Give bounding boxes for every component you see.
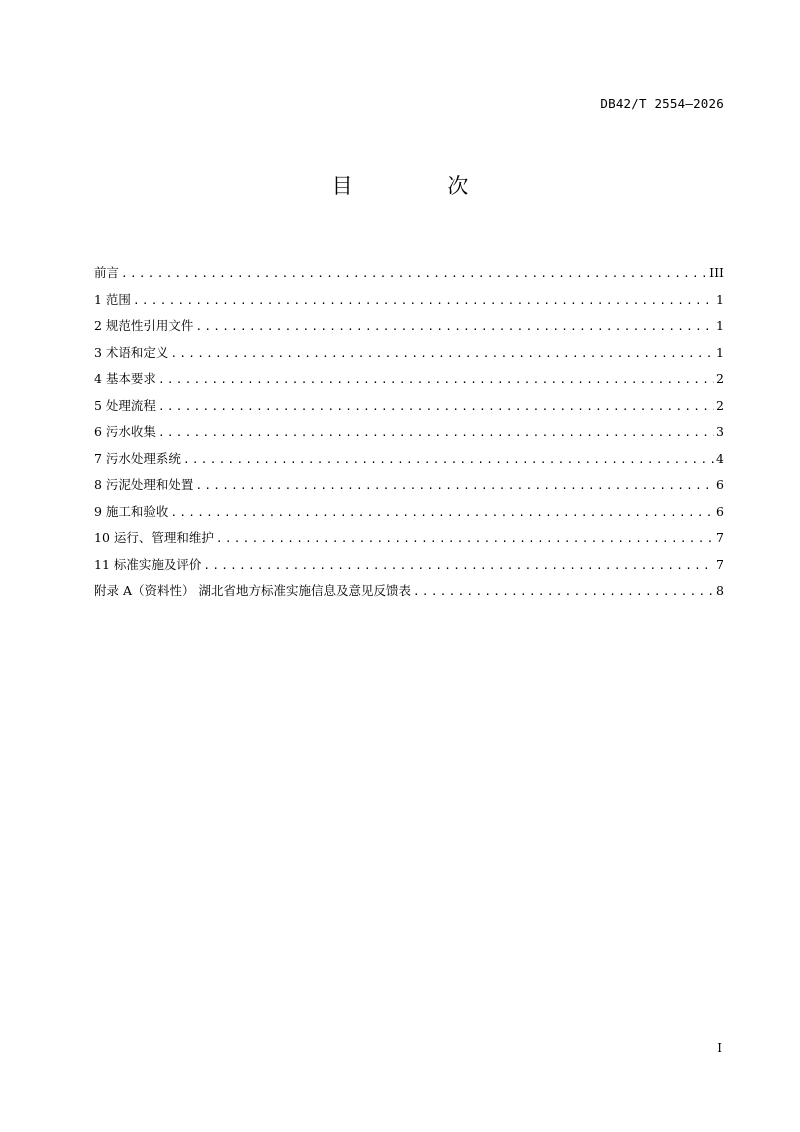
toc-entry-construction-acceptance[interactable]	[94, 502, 724, 529]
toc-entry-page: 3	[716, 424, 724, 439]
toc-entry-page: 1	[716, 318, 724, 333]
toc-entry-page: III	[709, 265, 724, 280]
toc-entry-page: 2	[716, 397, 724, 413]
toc-leader-dots	[413, 585, 714, 598]
toc-entry-label: 3 术语和定义	[94, 344, 169, 360]
toc-leader-dots	[158, 400, 714, 413]
table-of-contents	[94, 263, 724, 608]
toc-leader-dots	[170, 347, 714, 360]
toc-leader-dots	[158, 373, 714, 386]
toc-entry-page: 1	[716, 291, 724, 307]
toc-entry-label: 10 运行、管理和维护	[94, 530, 214, 545]
toc-entry-basic-requirements[interactable]	[94, 369, 724, 396]
page-number: I	[717, 1041, 722, 1055]
toc-entry-page: 8	[716, 583, 724, 598]
toc-entry-label: 4 基本要求	[94, 371, 156, 386]
toc-entry-sewage-collection[interactable]	[94, 422, 724, 449]
toc-entry-label: 2 规范性引用文件	[94, 318, 194, 333]
toc-leader-dots	[158, 426, 714, 439]
toc-entry-scope[interactable]	[94, 290, 724, 317]
toc-entry-label: 5 处理流程	[94, 397, 156, 413]
toc-leader-dots	[121, 267, 707, 280]
toc-entry-label: 附录 A（资料性） 湖北省地方标准实施信息及意见反馈表	[94, 583, 411, 598]
toc-entry-label: 前言	[94, 265, 120, 280]
toc-leader-dots	[203, 559, 714, 572]
toc-entry-normative-references[interactable]	[94, 316, 724, 343]
toc-leader-dots	[133, 294, 714, 307]
toc-entry-implementation-evaluation[interactable]	[94, 555, 724, 582]
toc-leader-dots	[195, 479, 714, 492]
toc-entry-sludge-treatment[interactable]	[94, 475, 724, 502]
toc-entry-page: 7	[716, 530, 724, 545]
page-title: 目 次	[331, 174, 513, 198]
toc-leader-dots	[183, 453, 714, 466]
toc-entry-sewage-treatment-system[interactable]	[94, 449, 724, 476]
toc-entry-page: 7	[716, 556, 724, 572]
toc-entry-appendix-a[interactable]	[94, 581, 724, 608]
toc-entry-label: 8 污泥处理和处置	[94, 477, 194, 492]
toc-entry-page: 6	[716, 477, 724, 492]
toc-entry-label: 1 范围	[94, 291, 131, 307]
toc-entry-page: 6	[716, 503, 724, 519]
toc-entry-label: 9 施工和验收	[94, 503, 169, 519]
toc-entry-page: 2	[716, 371, 724, 386]
toc-entry-treatment-process[interactable]	[94, 396, 724, 423]
toc-entry-label: 11 标准实施及评价	[94, 556, 202, 572]
toc-entry-label: 7 污水处理系统	[94, 450, 181, 466]
toc-entry-foreword[interactable]	[94, 263, 724, 290]
toc-entry-page: 1	[716, 344, 724, 360]
standard-code: DB42/T 2554—2026	[600, 96, 724, 111]
toc-entry-operation-maintenance[interactable]	[94, 528, 724, 555]
toc-entry-page: 4	[716, 450, 724, 466]
toc-entry-label: 6 污水收集	[94, 424, 156, 439]
toc-leader-dots	[216, 532, 714, 545]
toc-entry-terms-definitions[interactable]	[94, 343, 724, 370]
toc-leader-dots	[195, 320, 714, 333]
toc-leader-dots	[170, 506, 714, 519]
